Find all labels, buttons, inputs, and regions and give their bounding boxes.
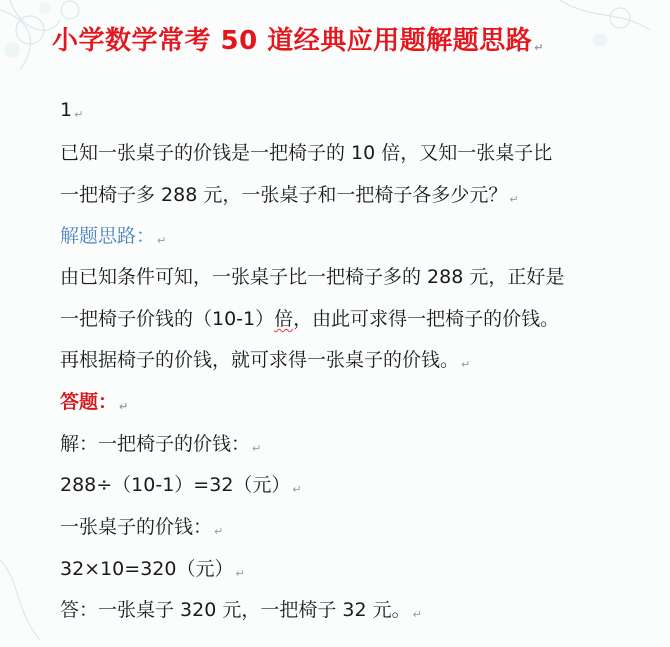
answer-heading [60,389,128,420]
spellcheck-marked-word: 倍 [274,308,294,330]
question-text: 已知一张桌子的价钱是一把椅子的 10 倍，又知一张桌子比 [60,142,553,164]
document-title [52,20,544,57]
question-line-2 [60,182,519,213]
solution-line-2 [60,306,559,332]
paragraph-mark-icon: ↵ [412,608,422,621]
problem-number-text: 1 [60,99,73,121]
solution-line-3 [60,347,470,378]
answer-text: 答：一张桌子 320 元，一把椅子 32 元。 [60,599,411,621]
answer-text: 32×10=320（元） [60,558,234,580]
answer-text: 288÷（10-1）=32（元） [60,474,291,496]
solution-heading [60,223,166,254]
paragraph-mark-icon: ↵ [509,193,519,206]
paragraph-mark-icon: ↵ [157,234,167,247]
answer-heading-text: 答题： [60,391,118,413]
document-title-text: 小学数学常考 50 道经典应用题解题思路 [52,26,533,56]
paragraph-mark-icon: ↵ [461,358,471,371]
answer-text: 一张桌子的价钱： [60,516,213,538]
answer-text: 解：一把椅子的价钱： [60,433,251,455]
solution-text: 由已知条件可知，一张桌子比一把椅子多的 288 元，正好是 [60,266,565,288]
question-text: 一把椅子多 288 元，一张桌子和一把椅子各多少元？ [60,184,508,206]
answer-line-1 [60,431,261,462]
paragraph-mark-icon: ↵ [534,41,545,54]
answer-line-5 [60,597,422,628]
solution-text: 一把椅子价钱的（10-1） [60,308,275,330]
solution-heading-text: 解题思路： [60,225,156,247]
paragraph-mark-icon: ↵ [235,567,245,580]
paragraph-mark-icon: ↵ [119,400,129,413]
solution-text: ，由此可求得一把椅子的价钱。 [293,308,560,330]
paragraph-mark-icon: ↵ [214,525,224,538]
answer-line-4 [60,556,245,587]
paragraph-mark-icon: ↵ [292,483,302,496]
paragraph-mark-icon: ↵ [252,442,262,455]
paragraph-mark-icon: ↵ [74,108,84,121]
solution-line-1 [60,264,564,290]
solution-text: 再根据椅子的价钱，就可求得一张桌子的价钱。 [60,349,460,371]
question-line-1 [60,140,552,166]
answer-line-2 [60,472,302,503]
answer-line-3 [60,514,223,545]
problem-number [60,97,83,128]
